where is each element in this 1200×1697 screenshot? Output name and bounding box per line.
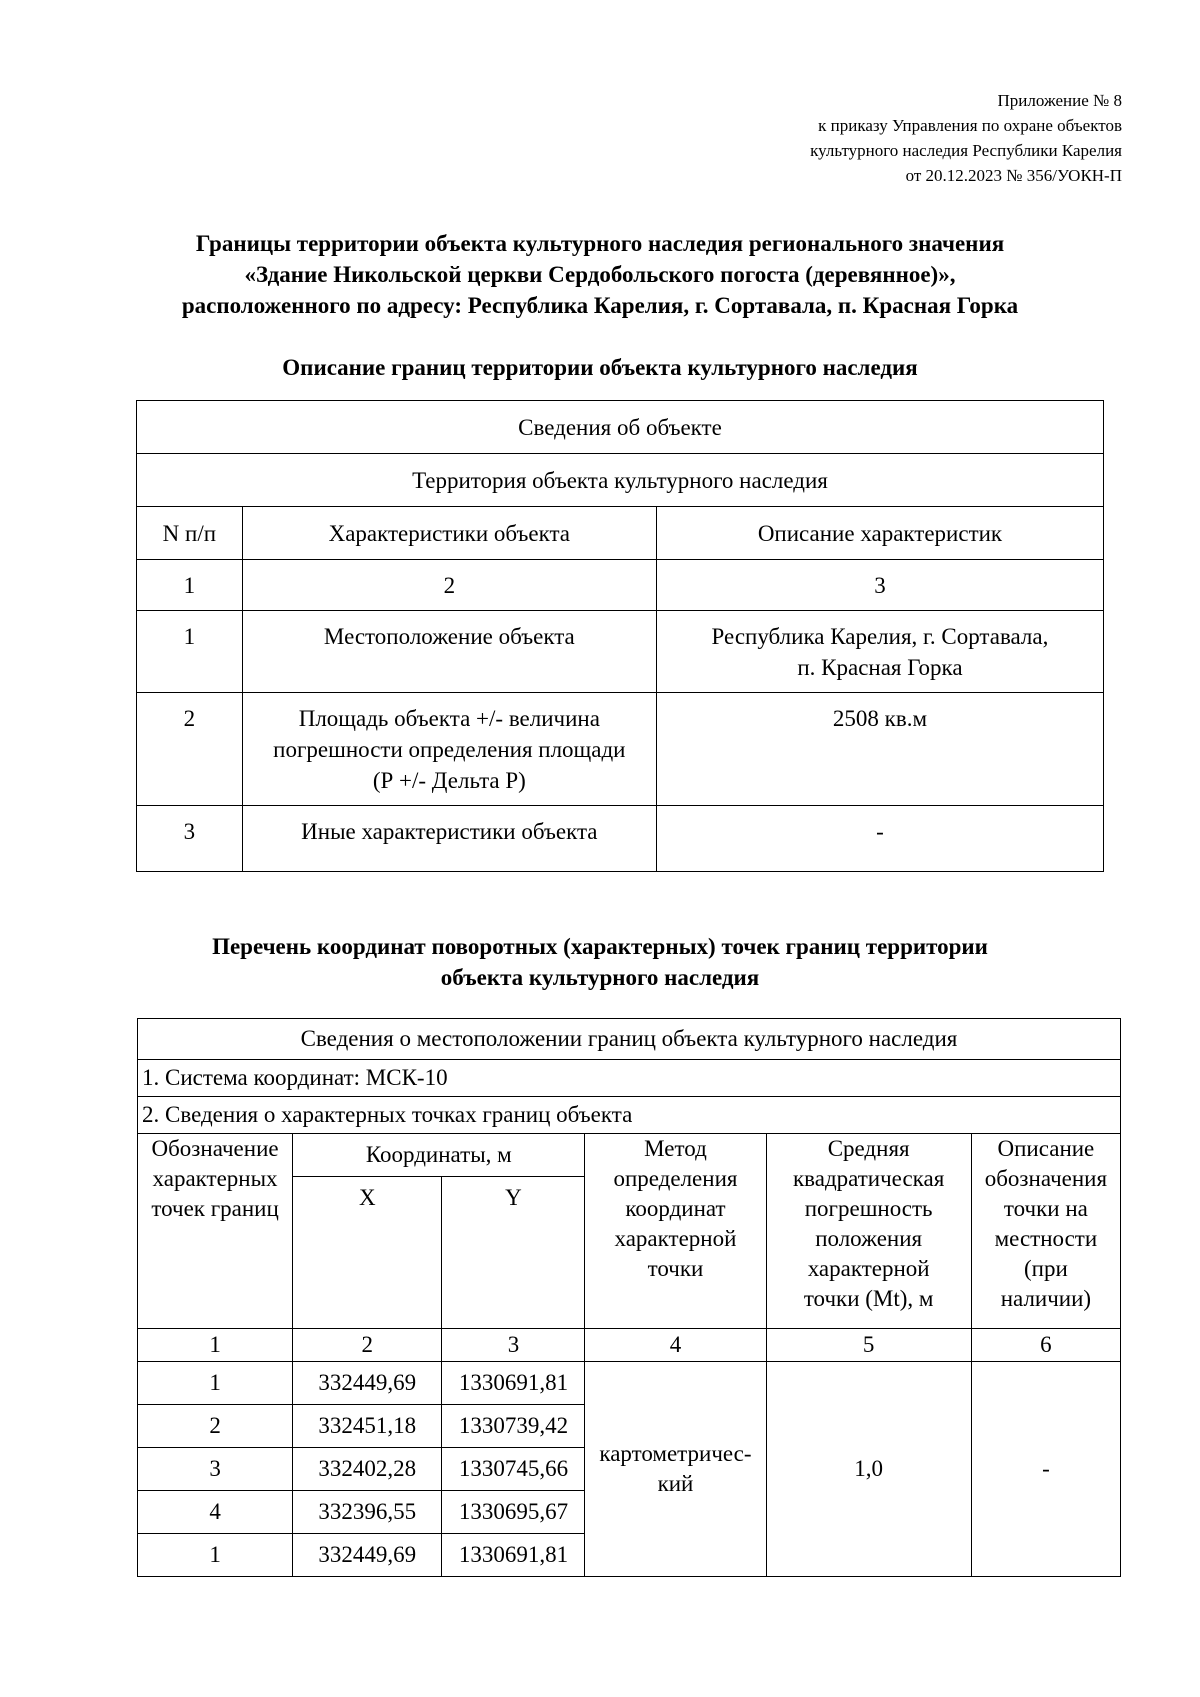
appendix-line: культурного наследия Республики Карелия [810, 141, 1122, 160]
table-header-row [138, 1134, 1121, 1177]
column-number: 2 [293, 1329, 442, 1362]
characteristic-name: Местоположение объекта [242, 611, 656, 693]
title-line: «Здание Никольской церкви Сердобольского погоста (деревянное)», [244, 262, 956, 287]
error-value: 1,0 [766, 1362, 971, 1577]
table-row [137, 454, 1104, 507]
table-row [137, 693, 1104, 806]
column-header: Характеристики объекта [242, 507, 656, 560]
point-number: 2 [138, 1405, 293, 1448]
point-x: 332451,18 [293, 1405, 442, 1448]
territory-header: Территория объекта культурного наследия [137, 454, 1104, 507]
column-header-designation: Обозначение характерных точек границ [138, 1134, 293, 1329]
appendix-line: Приложение № 8 [997, 91, 1122, 110]
point-x: 332396,55 [293, 1491, 442, 1534]
characteristic-value: Республика Карелия, г. Сортавала, п. Красная Горка [656, 611, 1103, 693]
title-line: объекта культурного наследия [440, 965, 760, 990]
point-number: 1 [138, 1362, 293, 1405]
column-header: Описание характеристик [656, 507, 1103, 560]
column-header-method: Метод определения координат характерной точки [585, 1134, 766, 1329]
column-number: 2 [242, 560, 656, 611]
title-line: Границы территории объекта культурного наследия регионального значения [195, 231, 1005, 256]
point-y: 1330739,42 [442, 1405, 585, 1448]
table-row [137, 401, 1104, 454]
column-header-description: Описание обозначения точки на местности (при наличии) [971, 1134, 1120, 1329]
column-number-row [137, 560, 1104, 611]
point-y: 1330691,81 [442, 1362, 585, 1405]
table-header-row [137, 507, 1104, 560]
point-y: 1330695,67 [442, 1491, 585, 1534]
point-number: 3 [138, 1448, 293, 1491]
column-number: 1 [138, 1329, 293, 1362]
section-title-description: Описание границ территории объекта культурного наследия [282, 355, 918, 380]
appendix-line: к приказу Управления по охране объектов [818, 116, 1122, 135]
table-row [138, 1097, 1121, 1134]
table-row [138, 1019, 1121, 1060]
point-y: 1330745,66 [442, 1448, 585, 1491]
point-number: 1 [138, 1534, 293, 1577]
title-line: расположенного по адресу: Республика Карелия, г. Сортавала, п. Красная Горка [181, 293, 1019, 318]
column-header-x: X [293, 1177, 442, 1329]
characteristic-value: - [656, 806, 1103, 872]
appendix-note [810, 88, 1122, 188]
point-number: 4 [138, 1491, 293, 1534]
point-y: 1330691,81 [442, 1534, 585, 1577]
method-value: картометричес- кий [585, 1362, 766, 1577]
object-info-table [136, 400, 1104, 872]
column-number: 5 [766, 1329, 971, 1362]
appendix-line: от 20.12.2023 № 356/УОКН-П [905, 166, 1122, 185]
title-line: Перечень координат поворотных (характерных) точек границ территории [212, 934, 988, 959]
description-value: - [971, 1362, 1120, 1577]
row-number: 3 [137, 806, 243, 872]
row-number: 1 [137, 611, 243, 693]
characteristic-name: Площадь объекта +/- величина погрешности определения площади (Р +/- Дельта Р) [242, 693, 656, 806]
column-number: 1 [137, 560, 243, 611]
document-title [60, 228, 1140, 321]
point-x: 332449,69 [293, 1362, 442, 1405]
table-row [137, 611, 1104, 693]
characteristic-name: Иные характеристики объекта [242, 806, 656, 872]
column-header-error: Средняя квадратическая погрешность положения характерной точки (Mt), м [766, 1134, 971, 1329]
column-number: 3 [442, 1329, 585, 1362]
column-number: 3 [656, 560, 1103, 611]
table-row [138, 1060, 1121, 1097]
column-number-row [138, 1329, 1121, 1362]
table-row [137, 806, 1104, 872]
column-number: 4 [585, 1329, 766, 1362]
column-number: 6 [971, 1329, 1120, 1362]
location-info-header: Сведения о местоположении границ объекта культурного наследия [138, 1019, 1121, 1060]
point-x: 332402,28 [293, 1448, 442, 1491]
section-title-coordinates [60, 931, 1140, 993]
column-header-coordinates: Координаты, м [293, 1134, 585, 1177]
table-row [138, 1362, 1121, 1405]
points-info-header: 2. Сведения о характерных точках границ объекта [138, 1097, 1121, 1134]
point-x: 332449,69 [293, 1534, 442, 1577]
coordinates-table [137, 1018, 1121, 1577]
row-number: 2 [137, 693, 243, 806]
column-header-y: Y [442, 1177, 585, 1329]
coordinate-system: 1. Система координат: МСК-10 [138, 1060, 1121, 1097]
column-header: N п/п [137, 507, 243, 560]
object-info-header: Сведения об объекте [137, 401, 1104, 454]
characteristic-value: 2508 кв.м [656, 693, 1103, 806]
